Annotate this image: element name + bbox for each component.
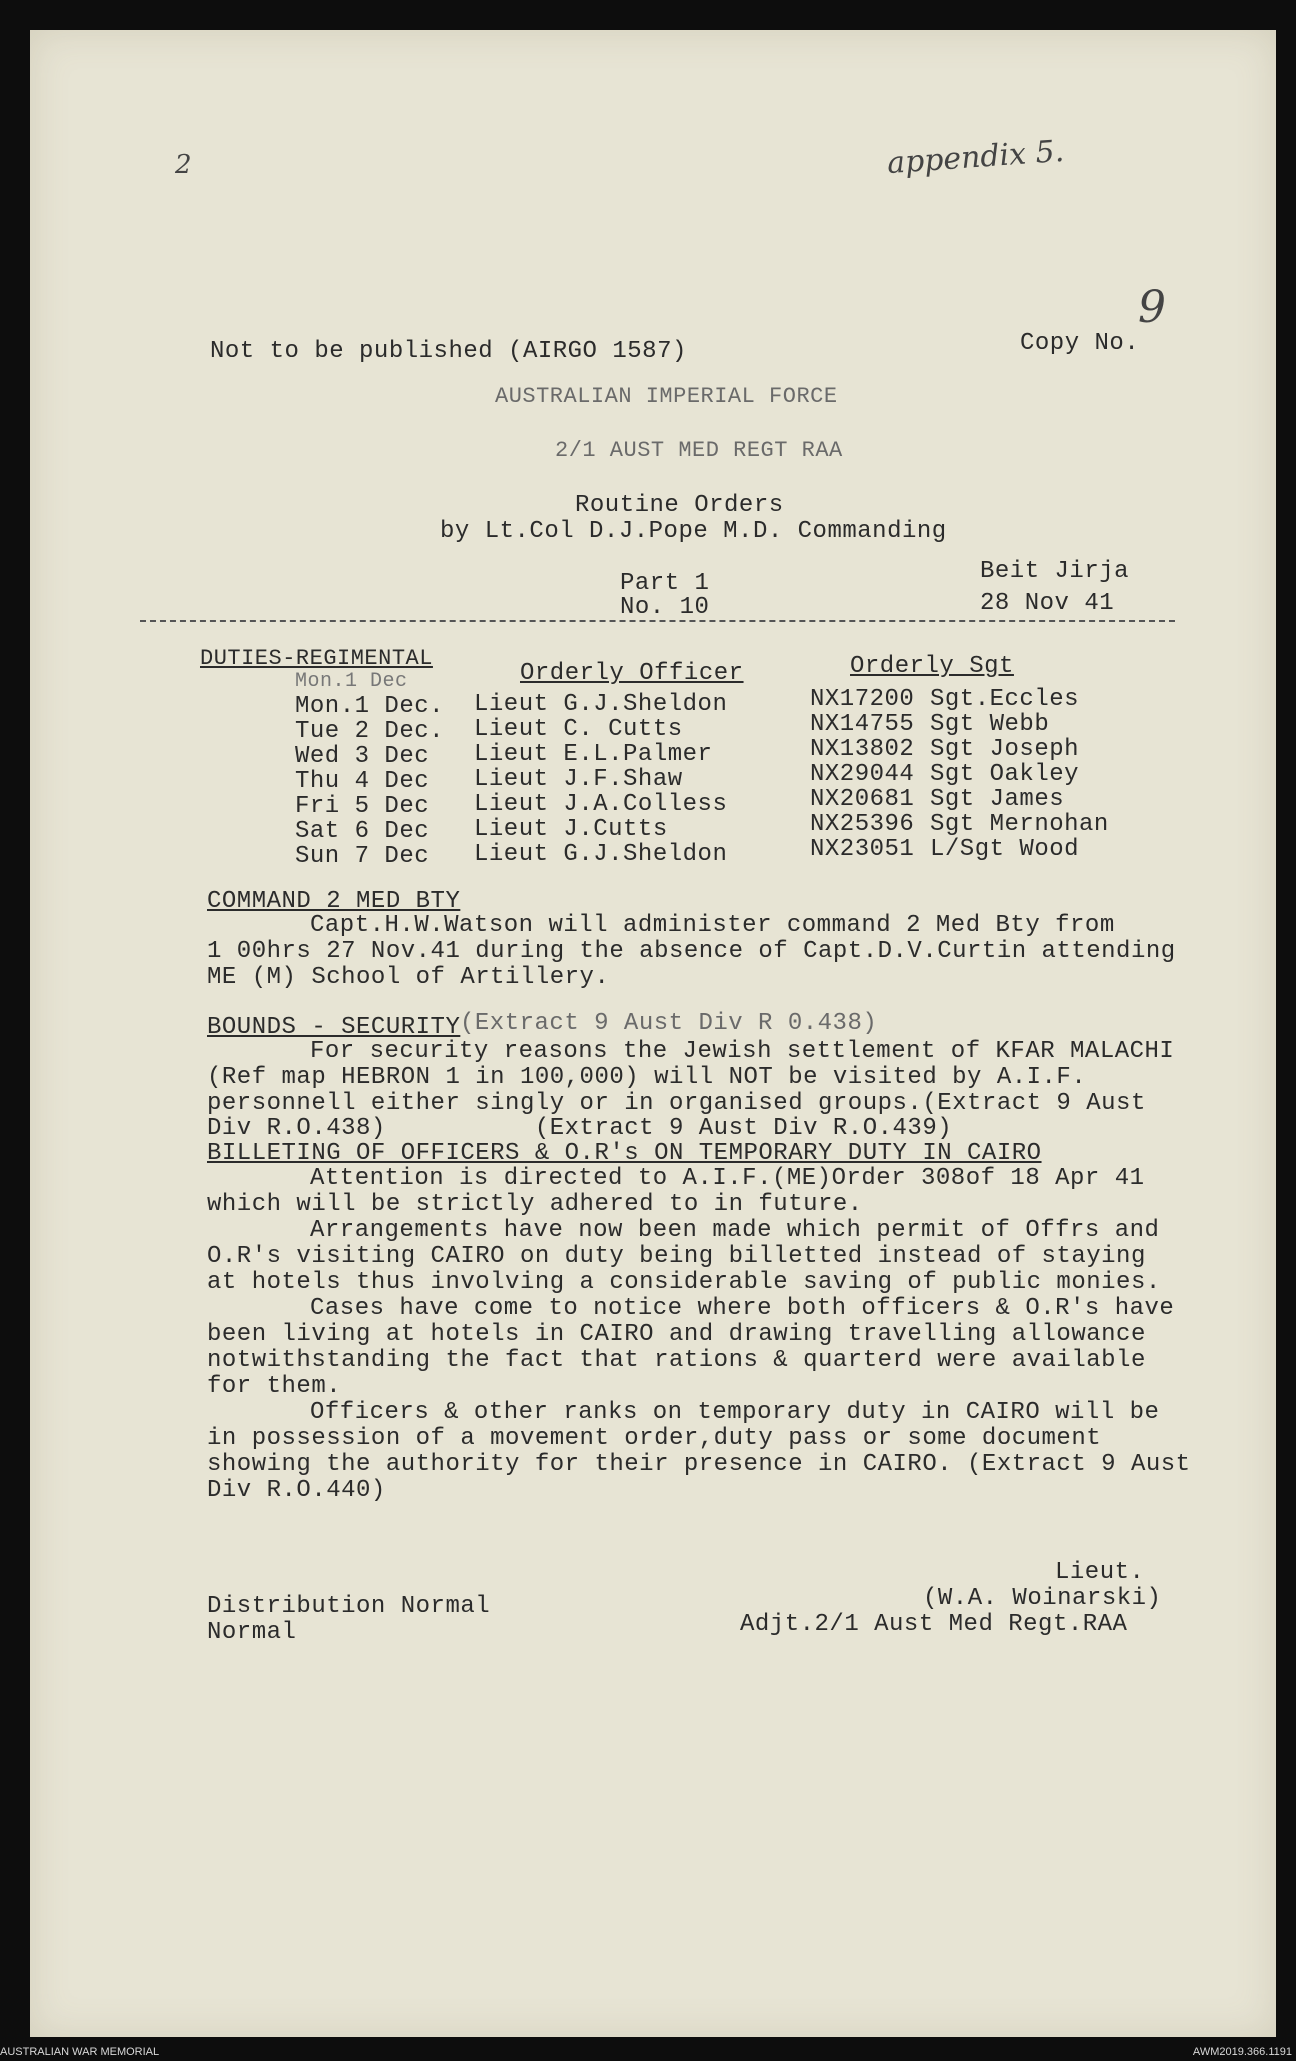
duty-officer: Lieut G.J.Sheldon bbox=[474, 841, 728, 868]
orderly-sgt-header: Orderly Sgt bbox=[850, 653, 1014, 680]
billeting-line-6: Cases have come to notice where both officers & O.R's have bbox=[310, 1295, 1175, 1322]
billeting-line-2: which will be strictly adhered to in future. bbox=[207, 1191, 863, 1218]
appendix-annotation: appendix 5. bbox=[885, 133, 1066, 182]
security-heading-ref: (Extract 9 Aust Div R 0.438) bbox=[460, 1010, 878, 1037]
duty-sgt-number: NX17200 bbox=[810, 686, 915, 713]
command-line-3: ME (M) School of Artillery. bbox=[207, 964, 610, 991]
billeting-heading: BILLETING OF OFFICERS & O.R's ON TEMPORARY DUTY IN CAIRO bbox=[207, 1140, 1042, 1167]
signature-name: (W.A. Woinarski) bbox=[923, 1585, 1162, 1612]
not-published-notice: Not to be published (AIRGO 1587) bbox=[210, 338, 687, 365]
duty-day: Mon.1 Dec. bbox=[295, 693, 445, 720]
duty-day: Thu 4 Dec bbox=[295, 768, 430, 795]
page-mark: 2 bbox=[175, 150, 192, 180]
signature-rank: Lieut. bbox=[1055, 1559, 1145, 1586]
duty-sgt-name: Sgt.Eccles bbox=[930, 686, 1080, 713]
duty-day: Sat 6 Dec bbox=[295, 818, 430, 845]
duties-heading: DUTIES-REGIMENTAL bbox=[200, 646, 433, 671]
billeting-line-9: for them. bbox=[207, 1373, 342, 1400]
duty-officer: Lieut C. Cutts bbox=[474, 716, 683, 743]
duty-day: Fri 5 Dec bbox=[295, 793, 430, 820]
orderly-officer-header: Orderly Officer bbox=[520, 660, 744, 687]
command-line-2: 1 00hrs 27 Nov.41 during the absence of Capt.D.V.Curtin attending bbox=[207, 938, 1176, 965]
header-divider bbox=[140, 620, 1175, 622]
duty-officer: Lieut E.L.Palmer bbox=[474, 741, 713, 768]
duty-officer: Lieut G.J.Sheldon bbox=[474, 691, 728, 718]
orders-title: Routine Orders bbox=[575, 492, 784, 519]
order-number: No. 10 bbox=[620, 594, 710, 621]
duty-officer: Lieut J.A.Colless bbox=[474, 791, 728, 818]
duty-sgt-name: Sgt Mernohan bbox=[930, 811, 1109, 838]
copy-number-label: Copy No. bbox=[1020, 330, 1140, 357]
duty-day: Sun 7 Dec bbox=[295, 843, 430, 870]
part-number: Part 1 bbox=[620, 570, 710, 597]
duty-sgt-name: Sgt Joseph bbox=[930, 736, 1080, 763]
command-line-1: Capt.H.W.Watson will administer command 2 Med Bty from bbox=[310, 912, 1115, 939]
duty-officer: Lieut J.Cutts bbox=[474, 816, 668, 843]
billeting-line-13: Div R.O.440) bbox=[207, 1477, 386, 1504]
copy-number-annotation: 9 bbox=[1138, 282, 1166, 333]
billeting-line-8: notwithstanding the fact that rations & quarterd were available bbox=[207, 1347, 1146, 1374]
billeting-line-7: been living at hotels in CAIRO and drawing travelling allowance bbox=[207, 1321, 1146, 1348]
security-line-3: personnell either singly or in organised groups.(Extract 9 Aust bbox=[207, 1090, 1146, 1117]
distribution-label: Distribution Normal bbox=[207, 1593, 491, 1620]
billeting-line-11: in possession of a movement order,duty pass or some document bbox=[207, 1425, 1102, 1452]
document-page bbox=[30, 30, 1276, 2037]
unit-title: 2/1 AUST MED REGT RAA bbox=[555, 438, 843, 463]
billeting-line-5: at hotels thus involving a considerable saving of public monies. bbox=[207, 1269, 1161, 1296]
security-heading: BOUNDS - SECURITY bbox=[207, 1014, 461, 1041]
duty-sgt-number: NX20681 bbox=[810, 786, 915, 813]
footer-right: AWM2019.366.1191 bbox=[1192, 2046, 1292, 2058]
commanding-officer-line: by Lt.Col D.J.Pope M.D. Commanding bbox=[440, 518, 947, 545]
security-line-1: For security reasons the Jewish settlement of KFAR MALACHI bbox=[310, 1038, 1175, 1065]
security-line-4: Div R.O.438) (Extract 9 Aust Div R.O.439) bbox=[207, 1115, 953, 1142]
distribution-value: Normal bbox=[207, 1619, 297, 1646]
duty-officer: Lieut J.F.Shaw bbox=[474, 766, 683, 793]
duty-sgt-number: NX23051 bbox=[810, 836, 915, 863]
billeting-line-12: showing the authority for their presence in CAIRO. (Extract 9 Aust bbox=[207, 1451, 1191, 1478]
duty-sgt-number: NX14755 bbox=[810, 711, 915, 738]
duty-sgt-number: NX29044 bbox=[810, 761, 915, 788]
signature-position: Adjt.2/1 Aust Med Regt.RAA bbox=[740, 1611, 1128, 1638]
order-date: 28 Nov 41 bbox=[980, 590, 1115, 617]
duty-sgt-name: Sgt Oakley bbox=[930, 761, 1080, 788]
footer-left: AUSTRALIAN WAR MEMORIAL bbox=[0, 2046, 160, 2058]
billeting-line-4: O.R's visiting CAIRO on duty being billetted instead of staying bbox=[207, 1243, 1146, 1270]
security-line-2: (Ref map HEBRON 1 in 100,000) will NOT be visited by A.I.F. bbox=[207, 1064, 1087, 1091]
billeting-line-1: Attention is directed to A.I.F.(ME)Order 308of 18 Apr 41 bbox=[310, 1165, 1145, 1192]
duty-sgt-name: L/Sgt Wood bbox=[930, 836, 1080, 863]
duty-sgt-name: Sgt Webb bbox=[930, 711, 1050, 738]
billeting-line-10: Officers & other ranks on temporary duty in CAIRO will be bbox=[310, 1399, 1160, 1426]
duty-day: Wed 3 Dec bbox=[295, 743, 430, 770]
duty-sgt-name: Sgt James bbox=[930, 786, 1065, 813]
duty-sgt-number: NX13802 bbox=[810, 736, 915, 763]
location: Beit Jirja bbox=[980, 558, 1130, 585]
duties-day-header: Mon.1 Dec bbox=[295, 670, 408, 693]
billeting-line-3: Arrangements have now been made which permit of Offrs and bbox=[310, 1217, 1160, 1244]
duty-day: Tue 2 Dec. bbox=[295, 718, 445, 745]
command-heading: COMMAND 2 MED BTY bbox=[207, 888, 461, 915]
force-title: AUSTRALIAN IMPERIAL FORCE bbox=[495, 384, 838, 409]
duty-sgt-number: NX25396 bbox=[810, 811, 915, 838]
